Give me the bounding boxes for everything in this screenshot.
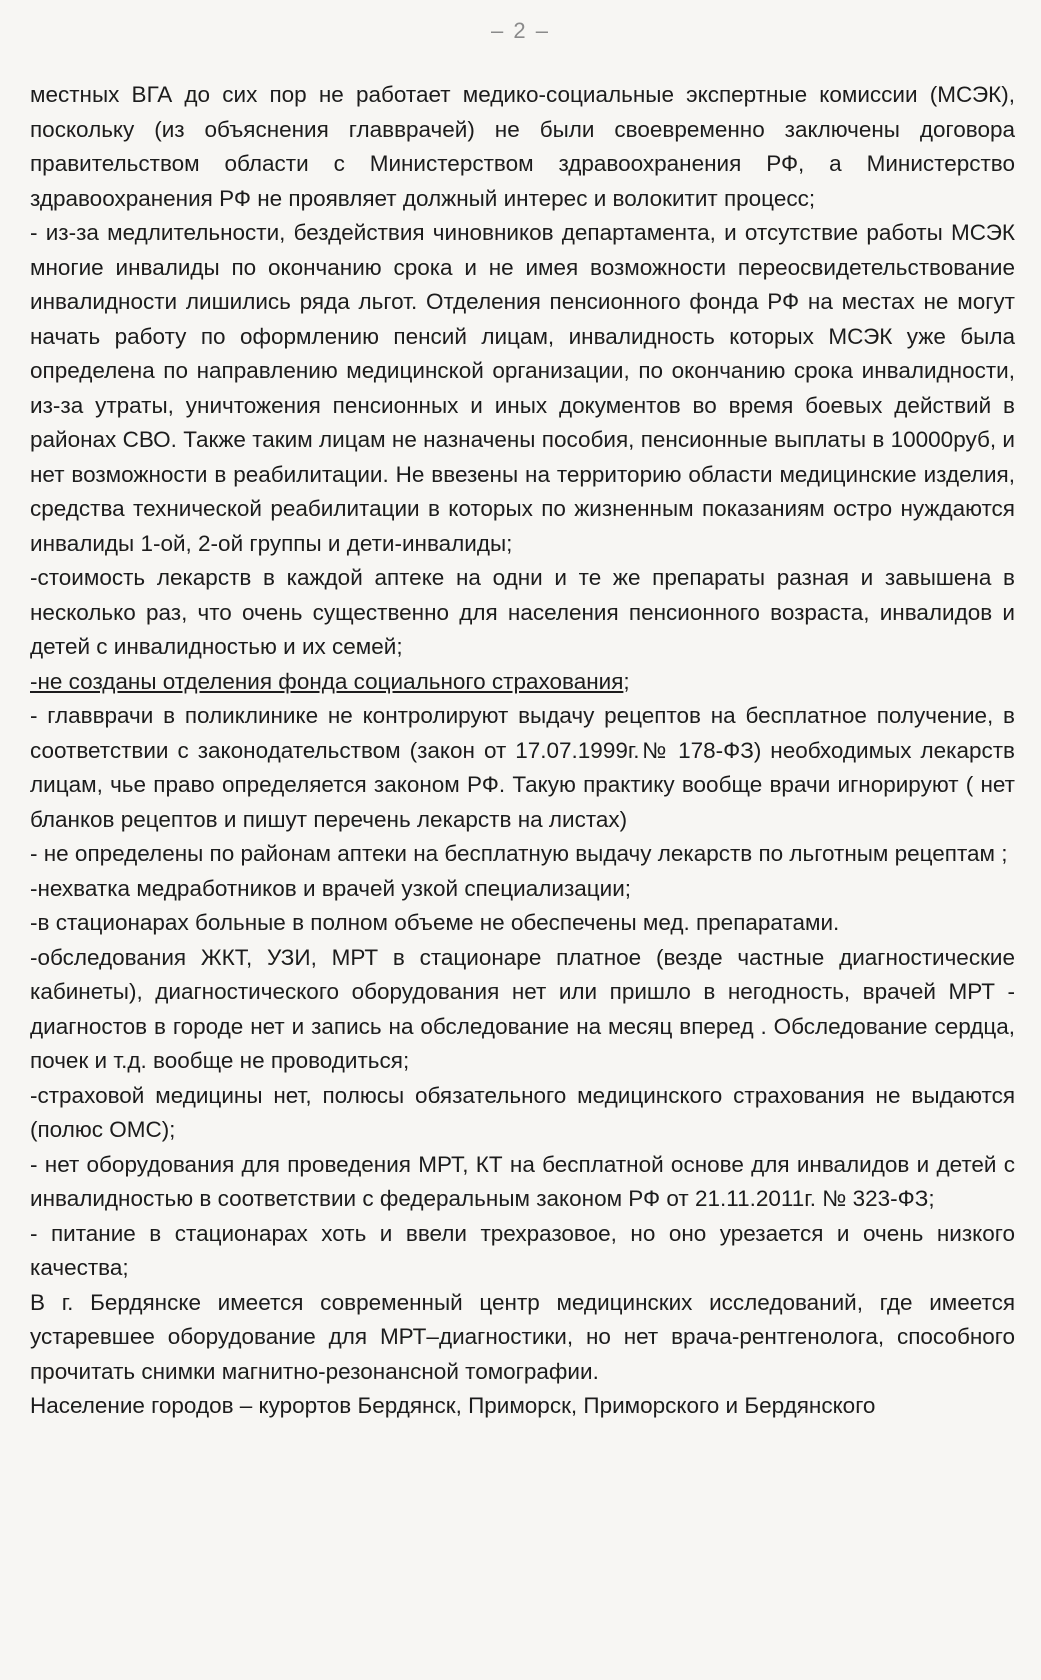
paragraph-pharmacies: - не определены по районам аптеки на бесплатную выдачу лекарств по льготным рецептам ; [30,841,1008,866]
paragraph-drug-prices: -стоимость лекарств в каждой аптеке на одни и те же препараты разная и завышена в несколько раз, что очень существенно для населения пенсионного возраста, инвалидов и детей с инвалидностью и их семей; [30,565,1015,659]
paragraph-mri-equipment: - нет оборудования для проведения МРТ, КТ на бесплатной основе для инвалидов и детей с инвалидностью в соответствии с федеральным законом РФ от 21.11.2011г. № 323-ФЗ; [30,1151,1015,1211]
paragraph-msek-commissions: местных ВГА до сих пор не работает медико-социальные экспертные комиссии (МСЭК), поскольку (из объяснения главврачей) не были своевременно заключены договора правительством области с Министерством здравоохранения РФ, а Министерство здравоохранения РФ не проявляет должный интерес и волокитит процесс; [30,82,1015,211]
paragraph-hospital-food: - питание в стационарах хоть и ввели трехразовое, но оно урезается и очень низкого качества; [30,1220,1015,1280]
paragraph-social-insurance-fund [30,665,1015,700]
paragraph-berdyansk-center: В г. Бердянске имеется современный центр медицинских исследований, где имеется устаревшее оборудование для МРТ–диагностики, но нет врача-рентгенолога, способного прочитать снимки магнитно-резонансной томографии. [30,1289,1015,1384]
paragraph-prescriptions: - главврачи в поликлинике не контролируют выдачу рецептов на бесплатное получение, в соответствии с законодательством (закон от 17.07.1999г.№ 178-ФЗ) необходимых лекарств лицам, чье право определяется законом РФ. Такую практику вообще врачи игнорируют ( нет бланков рецептов и пишут перечень лекарств на листах) [30,703,1015,832]
paragraph-insurance: -страховой медицины нет, полюсы обязательного медицинского страхования не выдаются (полюс ОМС); [30,1082,1015,1142]
underlined-text: -не созданы отделения фонда социального страхования [30,668,624,694]
underlined-suffix: ; [623,668,630,694]
document-body [30,78,1015,1424]
page-number: – 2 – [491,18,550,43]
paragraph-staff-shortage: -нехватка медработников и врачей узкой специализации; [30,875,632,901]
paragraph-disability-benefits: - из-за медлительности, бездействия чиновников департамента, и отсутствие работы МСЭК многие инвалиды по окончанию срока и не имея возможности переосвидетельствование инвалидности лишились ряда льгот. Отделения пенсионного фонда РФ на местах не могут начать работу по оформлению пенсий лицам, инвалидность которых МСЭК уже была определена по направлению медицинской организации, по окончанию срока инвалидности, из-за утраты, уничтожения пенсионных и иных документов во время боевых действий в районах СВО. Также таким лицам не назначены пособия, пенсионные выплаты в 10000руб, и нет возможности в реабилитации. Не ввезены на территорию области медицинские изделия, средства технической реабилитации в которых по жизненным показаниям остро нуждаются инвалиды 1-ой, 2-ой группы и дети-инвалиды; [30,220,1015,556]
paragraph-diagnostics: -обследования ЖКТ, УЗИ, МРТ в стационаре платное (везде частные диагностические кабинеты), диагностического оборудования нет или пришло в негодность, врачей МРТ - диагностов в городе нет и запись на обследование на месяц вперед . Обследование сердца, почек и т.д. вообще не проводиться; [30,944,1015,1073]
paragraph-hospital-drugs: -в стационарах больные в полном объеме не обеспечены мед. препаратами. [30,910,840,935]
paragraph-resort-towns: Население городов – курортов Бердянск, Приморск, Приморского и Бердянского [30,1393,876,1418]
